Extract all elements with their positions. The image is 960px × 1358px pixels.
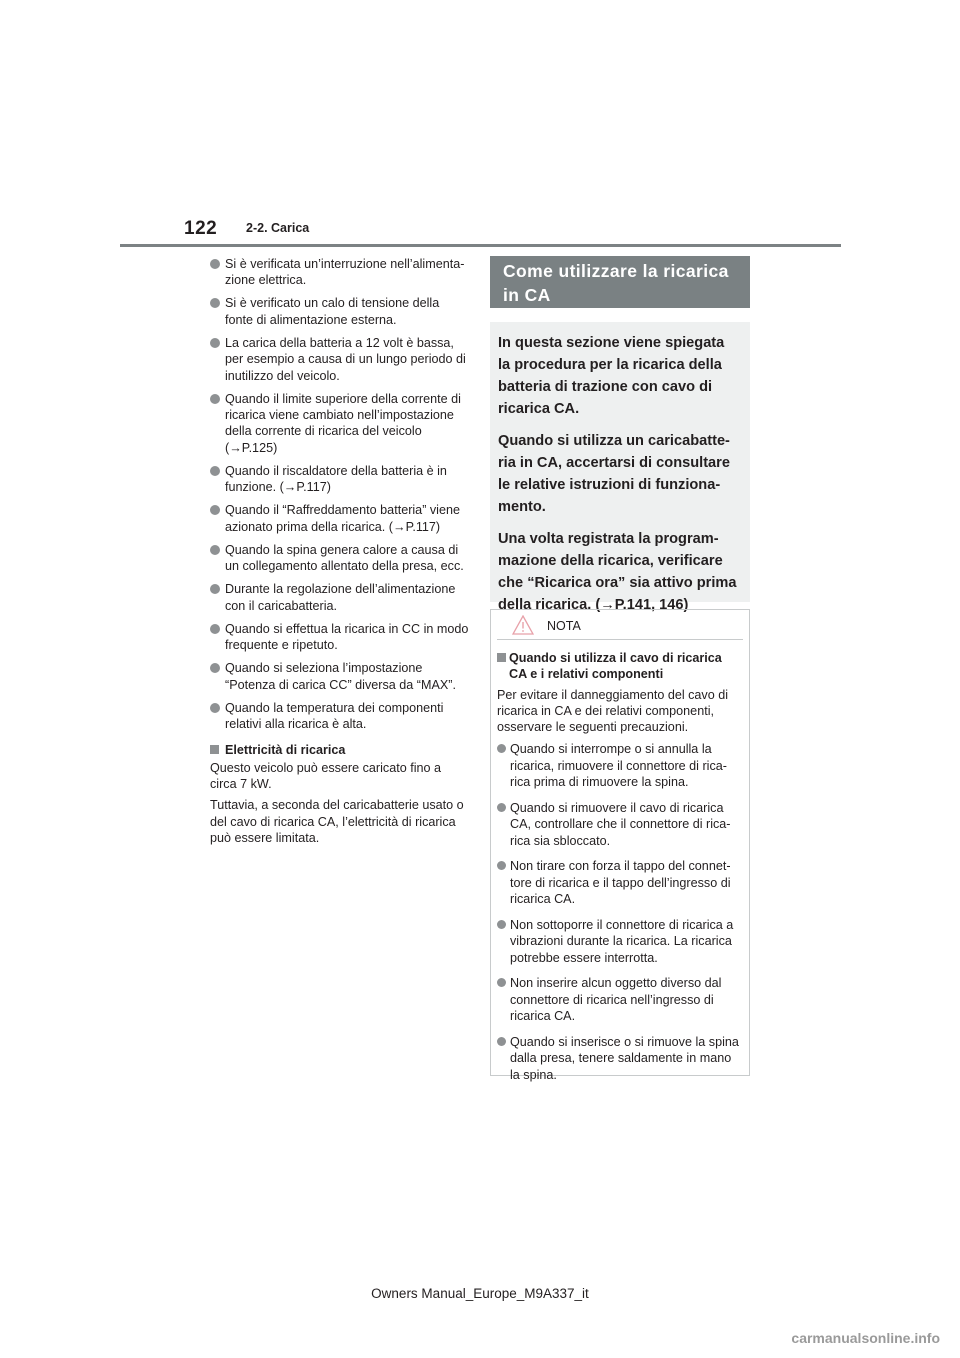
bullet-icon [210, 394, 220, 404]
list-item: Non inserire alcun oggetto diverso dal connettore di ricarica nell’ingresso di ricarica CA. [497, 975, 741, 1024]
bullet-icon [497, 1037, 506, 1046]
topic-header [490, 256, 750, 308]
bullet-icon [497, 861, 506, 870]
list-item: Durante la regolazione dell’alimentazione con il caricabatteria. [210, 581, 470, 614]
list-item: Quando si rimuovere il cavo di ricarica CA, controllare che il connettore di rica-rica sia sbloccato. [497, 800, 741, 849]
header-divider [120, 244, 841, 247]
bullet-icon [497, 803, 506, 812]
intro-paragraph: Quando si utilizza un caricabatte-ria in CA, accertarsi di consultare le relative istruzioni di funziona-mento. [498, 433, 730, 515]
square-bullet-icon [210, 745, 219, 754]
list-item: Si è verificata un’interruzione nell’alimenta-zione elettrica. [210, 256, 470, 289]
list-item: Quando si effettua la ricarica in CC in modo frequente e ripetuto. [210, 621, 470, 654]
bullet-icon [210, 259, 220, 269]
intro-paragraph: Una volta registrata la program-mazione della ricarica, verificare che “Ricarica ora” sia attivo prima della ricarica. (→P.141, 146) [498, 531, 737, 613]
list-item: Non sottoporre il connettore di ricarica a vibrazioni durante la ricarica. La ricarica potrebbe essere interrotta. [497, 917, 741, 966]
bullet-icon [210, 663, 220, 673]
list-item: Quando il “Raffreddamento batteria” viene azionato prima della ricarica. (→P.117) [210, 502, 470, 535]
list-item: La carica della batteria a 12 volt è bassa, per esempio a causa di un lungo periodo di inutilizzo del veicolo. [210, 335, 470, 384]
section-title: 2-2. Carica [246, 221, 310, 235]
list-item: Quando la temperatura dei componenti relativi alla ricarica è alta. [210, 700, 470, 733]
list-item: Quando si seleziona l’impostazione “Potenza di carica CC” diversa da “MAX”. [210, 660, 470, 693]
bullet-icon [210, 505, 220, 515]
paragraph: Tuttavia, a seconda del caricabatterie usato o del cavo di ricarica CA, l’elettricità di ricarica può essere limitata. [210, 798, 464, 845]
note-label: NOTA [547, 619, 581, 633]
note-subheading: Quando si utilizza il cavo di ricarica CA e i relativi componenti [497, 650, 741, 683]
page-number: 122 [184, 218, 218, 239]
watermark: carmanualsonline.info [791, 1330, 940, 1346]
subheading: Elettricità di ricarica [210, 742, 470, 758]
note-header [497, 610, 743, 640]
bullet-icon [210, 466, 220, 476]
paragraph: Questo veicolo può essere caricato fino a circa 7 kW. [210, 760, 442, 791]
note-body [491, 640, 749, 1083]
bullet-icon [210, 545, 220, 555]
list-item: Quando il limite superiore della corrente di ricarica viene cambiato nell’impostazione della corrente di ricarica del veicolo (→P.125) [210, 391, 470, 456]
left-column [210, 256, 470, 851]
list-item: Quando il riscaldatore della batteria è in funzione. (→P.117) [210, 463, 470, 496]
list-item: Si è verificato un calo di tensione della fonte di alimentazione esterna. [210, 295, 470, 328]
bullet-icon [497, 920, 506, 929]
bullet-icon [210, 298, 220, 308]
bullet-icon [210, 703, 220, 713]
bullet-icon [210, 584, 220, 594]
list-item: Quando si interrompe o si annulla la ricarica, rimuovere il connettore di rica-rica prima di rimuovere la spina. [497, 741, 741, 790]
note-box [490, 609, 750, 1082]
bullet-icon [497, 744, 506, 753]
note-paragraph: Per evitare il danneggiamento del cavo di ricarica in CA e dei relativi componenti, osservare le seguenti precauzioni. [497, 687, 729, 735]
footer: Owners Manual_Europe_M9A337_it [371, 1286, 589, 1301]
bullet-icon [210, 338, 220, 348]
list-item: Non tirare con forza il tappo del connet-tore di ricarica e il tappo dell’ingresso di ricarica CA. [497, 858, 741, 907]
warning-icon [512, 615, 534, 635]
list-item: Quando la spina genera calore a causa di un collegamento allentato della presa, ecc. [210, 542, 470, 575]
intro-paragraph: In questa sezione viene spiegata la procedura per la ricarica della batteria di trazione con cavo di ricarica CA. [498, 335, 725, 417]
square-bullet-icon [497, 653, 506, 662]
list-item: Quando si inserisce o si rimuove la spina dalla presa, tenere saldamente in mano la spina. [497, 1034, 741, 1083]
bullet-icon [210, 624, 220, 634]
bullet-icon [497, 978, 506, 987]
intro-box [490, 322, 750, 613]
topic-title: Come utilizzare la ricarica in CA [503, 261, 729, 305]
